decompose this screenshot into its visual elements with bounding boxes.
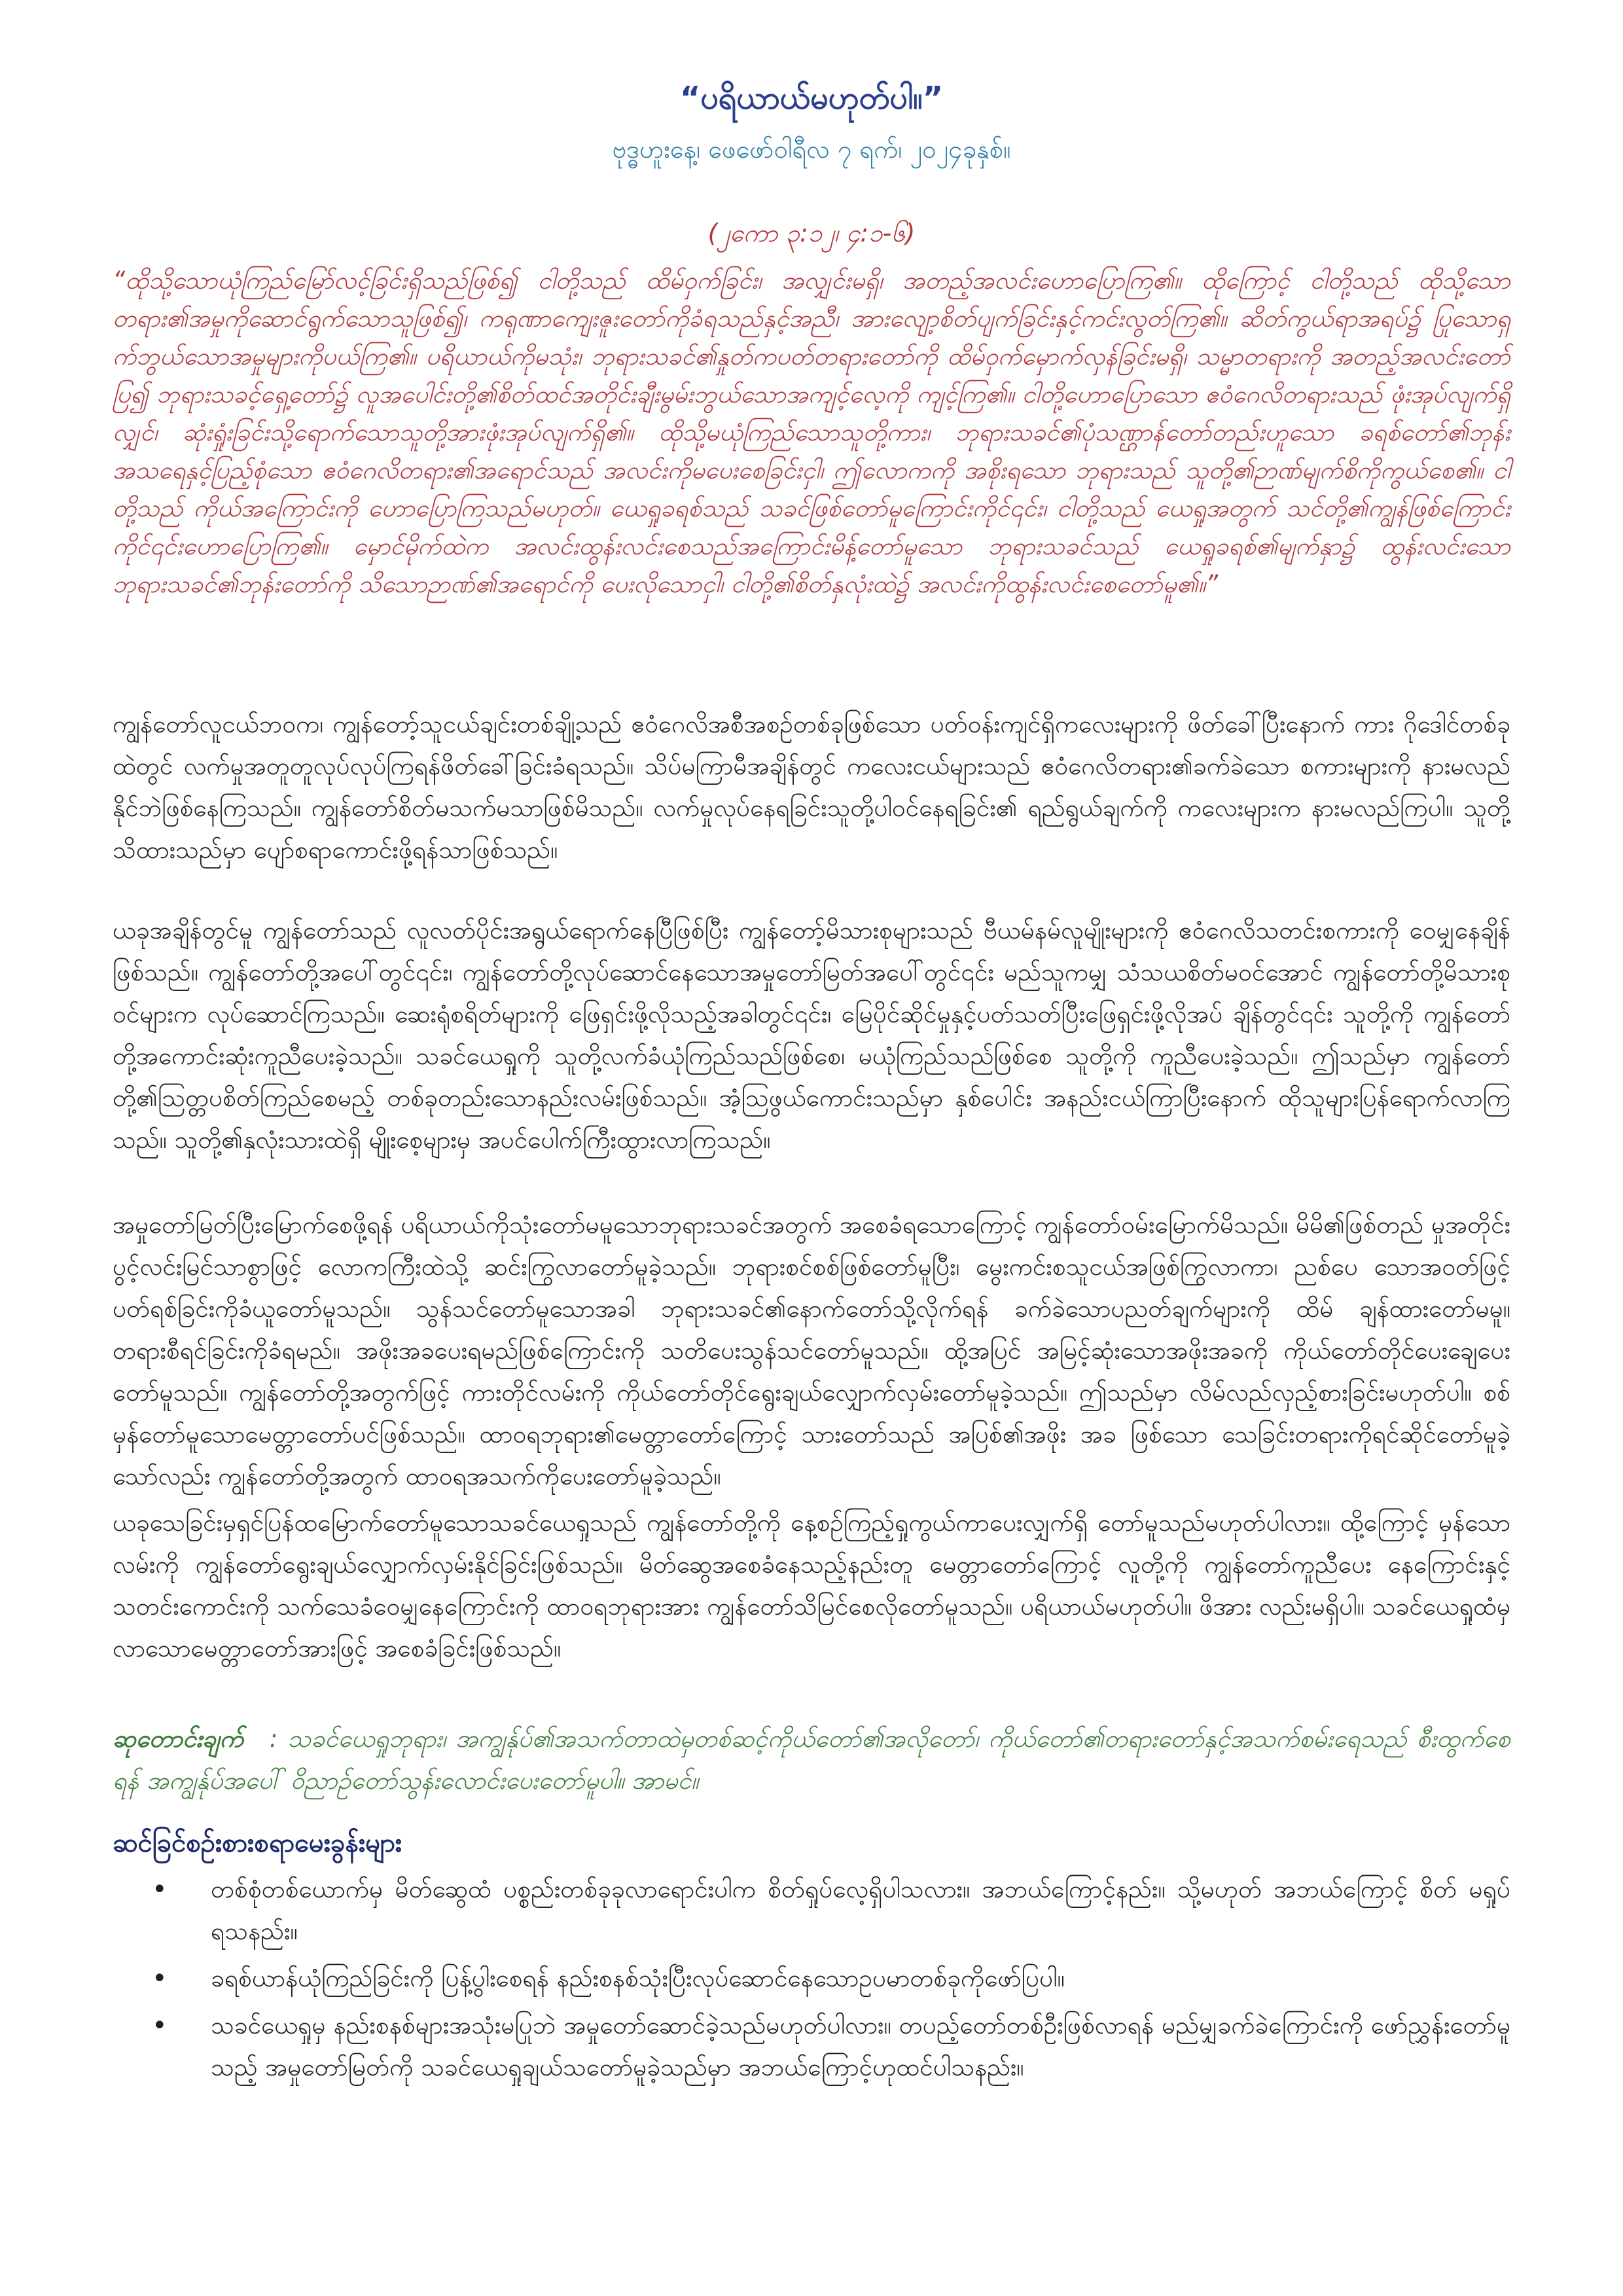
prayer-label: ဆုတောင်းချက် xyxy=(113,1725,243,1753)
list-item xyxy=(113,1869,1510,1952)
question-text: တစ်စုံတစ်ယောက်မှ မိတ်ဆွေထံ ပစ္စည်းတစ်ခုခုလာရောင်းပါက စိတ်ရှုပ်လေ့ရှိပါသလား။ အဘယ်ကြောင့်နည်း။ သို့မဟုတ် အဘယ်ကြောင့် စိတ် မရှုပ်ရသနည်း။ xyxy=(211,1875,1510,1945)
reflection-question-list xyxy=(113,1869,1510,2094)
bullet-icon: • xyxy=(152,1964,168,1994)
list-item xyxy=(113,2005,1510,2089)
bullet-icon: • xyxy=(152,2011,168,2041)
prayer-text: : သခင်ယေရှုဘုရား၊ အကျွန်ုပ်၏အသက်တာထဲမှတစ်ဆင့်ကိုယ်တော်၏အလိုတော်၊ ကိုယ်တော်၏တရားတော်နှင့်အသက်စမ်းရေသည် စီးထွက်စေရန် အကျွန်ုပ်အပေါ် ဝိညာဉ်တော်သွန်းလောင်းပေးတော်မူပါ။ အာမင်။ xyxy=(113,1725,1510,1795)
page-date: ဗုဒ္ဓဟူးနေ့၊ ဖေဖော်ဝါရီလ ၇ ရက်၊ ၂၀၂၄ခုနှစ်။ xyxy=(612,135,1011,164)
reflection-heading: ဆင်ခြင်စဉ်းစားစရာမေးခွန်းများ xyxy=(113,1828,402,1858)
scripture-reference: (၂ကော ၃:၁၂၊ ၄:၁-၆) xyxy=(707,219,916,247)
list-item xyxy=(113,1958,1510,2000)
body-paragraph-4: ယခုသေခြင်းမှရှင်ပြန်ထမြောက်တော်မူသောသခင်ယေရှုသည် ကျွန်တော်တို့ကို နေ့စဉ်ကြည့်ရှုကွယ်ကာပေးလျှက်ရှိ တော်မူသည်မဟုတ်ပါလား။ ထို့ကြောင့် မှန်သောလမ်းကို ကျွန်တော်ရွေးချယ်လျှောက်လှမ်းနိုင်ခြင်းဖြစ်သည်။ မိတ်ဆွေအစေခံနေသည့်နည်းတူ မေတ္တာတော်ကြောင့် လူတို့ကို ကျွန်တော်ကူညီပေး နေကြောင်းနှင့်သတင်းကောင်းကို သက်သေခံဝေမျှနေကြောင်းကို ထာဝရဘုရားအား ကျွန်တော်သိမြင်စေလိုတော်မူသည်။ ပရိယာယ်မဟုတ်ပါ။ ဖိအား လည်းမရှိပါ။ သခင်ယေရှုထံမှ လာသောမေတ္တာတော်အားဖြင့် အစေခံခြင်းဖြစ်သည်။ xyxy=(113,1509,1510,1662)
page-title: “ပရိယာယ်မဟုတ်ပါ။” xyxy=(679,80,944,117)
body-paragraph-3: အမှုတော်မြတ်ပြီးမြောက်စေဖို့ရန် ပရိယာယ်ကိုသုံးတော်မမူသောဘုရားသခင်အတွက် အစေခံရသောကြောင့် ကျွန်တော်ဝမ်းမြောက်မိသည်။ မိမိ၏ဖြစ်တည် မှုအတိုင်း ပွင့်လင်းမြင်သာစွာဖြင့် လောကကြီးထဲသို့ ဆင်းကြွလာတော်မူခဲ့သည်။ ဘုရားစင်စစ်ဖြစ်တော်မူပြီး၊ မွေးကင်းစသူငယ်အဖြစ်ကြွလာကာ၊ ညစ်ပေ သောအဝတ်ဖြင့် ပတ်ရစ်ခြင်းကိုခံယူတော်မူသည်။ သွန်သင်တော်မူသောအခါ ဘုရားသခင်၏နောက်တော်သို့လိုက်ရန် ခက်ခဲသောပညတ်ချက်များကို ထိမ် ချန်ထားတော်မမူ။ တရားစီရင်ခြင်းကိုခံရမည်။ အဖိုးအခပေးရမည်ဖြစ်ကြောင်းကို သတိပေးသွန်သင်တော်မူသည်။ ထို့အပြင် အမြင့်ဆုံးသောအဖိုးအခကို ကိုယ်တော်တိုင်ပေးချေပေးတော်မူသည်။ ကျွန်တော်တို့အတွက်ဖြင့် ကားတိုင်လမ်းကို ကိုယ်တော်တိုင်ရွေးချယ်လျှောက်လှမ်းတော်မူခဲ့သည်။ ဤသည်မှာ လိမ်လည်လှည့်စားခြင်းမဟုတ်ပါ။ စစ်မှန်တော်မူသောမေတ္တာတော်ပင်ဖြစ်သည်။ ထာဝရဘုရား၏မေတ္တာတော်ကြောင့် သားတော်သည် အပြစ်၏အဖိုး အခ ဖြစ်သော သေခြင်းတရားကိုရင်ဆိုင်တော်မူခဲ့သော်လည်း ကျွန်တော်တို့အတွက် ထာဝရအသက်ကိုပေးတော်မူခဲ့သည်။ xyxy=(113,1211,1510,1490)
body-paragraph-2: ယခုအချိန်တွင်မူ ကျွန်တော်သည် လူလတ်ပိုင်းအရွယ်ရောက်နေပြီဖြစ်ပြီး ကျွန်တော့်မိသားစုများသည် ဗီယမ်နမ်လူမျိုးများကို ဧဝံဂေလိသတင်းစကားကို ဝေမျှနေချိန်ဖြစ်သည်။ ကျွန်တော်တို့အပေါ်တွင်၎င်း၊ ကျွန်တော်တို့လုပ်ဆောင်နေသောအမှုတော်မြတ်အပေါ်တွင်၎င်း မည်သူကမျှ သံသယစိတ်မဝင်အောင် ကျွန်တော်တို့မိသားစုဝင်များက လုပ်ဆောင်ကြသည်။ ဆေးရုံစရိတ်များကို ဖြေရှင်းဖို့လိုသည့်အခါတွင်၎င်း၊ မြေပိုင်ဆိုင်မှုနှင့်ပတ်သတ်ပြီးဖြေရှင်းဖို့လိုအပ် ချိန်တွင်၎င်း သူတို့ကို ကျွန်တော်တို့အကောင်းဆုံးကူညီပေးခဲ့သည်။ သခင်ယေရှုကို သူတို့လက်ခံယုံကြည်သည်ဖြစ်စေ၊ မယုံကြည်သည်ဖြစ်စေ သူတို့ကို ကူညီပေးခဲ့သည်။ ဤသည်မှာ ကျွန်တော်တို့၏သြတ္တပစိတ်ကြည်စေမည့် တစ်ခုတည်းသောနည်းလမ်းဖြစ်သည်။ အံ့သြဖွယ်ကောင်းသည်မှာ နှစ်ပေါင်း အနည်းငယ်ကြာပြီးနောက် ထိုသူများပြန်ရောက်လာကြသည်။ သူတို့၏နှလုံးသားထဲရှိ မျိုးစေ့များမှ အပင်ပေါက်ကြီးထွားလာကြသည်။ xyxy=(113,916,1510,1154)
prayer-block xyxy=(113,1718,1510,1802)
question-text: သခင်ယေရှုမှ နည်းစနစ်များအသုံးမပြုဘဲ အမှုတော်ဆောင်ခဲ့သည်မဟုတ်ပါလား။ တပည့်တော်တစ်ဦးဖြစ်လာရန် မည်မျှခက်ခဲကြောင်းကို ဖော်ညွှန်းတော်မူသည့် အမှုတော်မြတ်ကို သခင်ယေရှုချယ်သတော်မူခဲ့သည်မှာ အဘယ်ကြောင့်ဟုထင်ပါသနည်း။ xyxy=(211,2011,1510,2081)
body-paragraph-1: ကျွန်တော်လူငယ်ဘဝက၊ ကျွန်တော့်သူငယ်ချင်းတစ်ချို့သည် ဧဝံဂေလိအစီအစဉ်တစ်ခုဖြစ်သော ပတ်ဝန်းကျင်ရှိကလေးများကို ဖိတ်ခေါ်ပြီးနောက် ကား ဂိုဒေါင်တစ်ခုထဲတွင် လက်မှုအတူတူလုပ်လုပ်ကြရန်ဖိတ်ခေါ်ခြင်းခံရသည်။ သိပ်မကြာမီအချိန်တွင် ကလေးငယ်များသည် ဧဝံဂေလိတရား၏ခက်ခဲသော စကားများကို နားမလည်နိုင်ဘဲဖြစ်နေကြသည်။ ကျွန်တော်စိတ်မသက်မသာဖြစ်မိသည်။ လက်မှုလုပ်နေရခြင်းသူတို့ပါဝင်နေရခြင်း၏ ရည်ရွယ်ချက်ကို ကလေးများက နားမလည်ကြပါ။ သူတို့သိထားသည်မှာ ပျော်စရာကောင်းဖို့ရန်သာဖြစ်သည်။ xyxy=(113,710,1510,864)
question-text: ခရစ်ယာန်ယုံကြည်ခြင်းကို ပြန့်ပွါးစေရန် နည်းစနစ်သုံးပြီးလုပ်ဆောင်နေသောဥပမာတစ်ခုကိုဖော်ပြပါ။ xyxy=(211,1964,1065,1992)
bullet-icon: • xyxy=(152,1874,168,1905)
scripture-text: “ထိုသို့သောယုံကြည်မြော်လင့်ခြင်းရှိသည်ဖြစ်၍ ငါတို့သည် ထိမ်ဝှက်ခြင်း၊ အလျှင်းမရှိ၊ အတည့်အလင်းဟောပြောကြ၏။ ထိုကြောင့် ငါတို့သည် ထိုသို့သော တရား၏အမှုကိုဆောင်ရွက်သောသူဖြစ်၍၊ ကရုဏာကျေးဇူးတော်ကိုခံရသည်နှင့်အညီ၊ အားလျော့စိတ်ပျက်ခြင်းနှင့်ကင်းလွတ်ကြ၏။ ဆိတ်ကွယ်ရာအရပ်၌ ပြုသောရှက်ဘွယ်သောအမှုများကိုပယ်ကြ၏။ ပရိယာယ်ကိုမသုံး၊ ဘုရားသခင်၏နှုတ်ကပတ်တရားတော်ကို ထိမ်ဝှက်မှောက်လှန်ခြင်းမရှိ၊ သမ္မာတရားကို အတည့်အလင်းတော်ပြ၍ ဘုရားသခင့်ရှေ့တော်၌ လူအပေါင်းတို့၏စိတ်ထင်အတိုင်းချီးမွမ်းဘွယ်သောအကျင့်လေ့ကို ကျင့်ကြ၏။ ငါတို့ဟောပြောသော ဧဝံဂေလိတရားသည် ဖုံးအုပ်လျက်ရှိလျှင်၊ ဆုံးရှုံးခြင်းသို့ရောက်သောသူတို့အားဖုံးအုပ်လျက်ရှိ၏။ ထိုသို့မယုံကြည်သောသူတို့ကား၊ ဘုရားသခင်၏ပုံသဏ္ဌာန်တော်တည်းဟူသော ခရစ်တော်၏ဘုန်းအသရေနှင့်ပြည့်စုံသော ဧဝံဂေလိတရား၏အရောင်သည် အလင်းကိုမပေးစေခြင်းငှါ၊ ဤလောကကို အစိုးရသော ဘုရားသည် သူတို့၏ဉာဏ်မျက်စိကိုကွယ်စေ၏။ ငါတို့သည် ကိုယ်အကြောင်းကို ဟောပြောကြသည်မဟုတ်။ ယေရှုခရစ်သည် သခင်ဖြစ်တော်မူကြောင်းကိုင်၎င်း၊ ငါတို့သည် ယေရှုအတွက် သင်တို့၏ကျွန်ဖြစ်ကြောင်းကိုင်၎င်းဟောပြောကြ၏။ မှောင်မိုက်ထဲက အလင်းထွန်းလင်းစေသည်အကြောင်းမိန့်တော်မူသော ဘုရားသခင်သည် ယေရှုခရစ်၏မျက်နှာ၌ ထွန်းလင်းသောဘုရားသခင်၏ဘုန်းတော်ကို သိသောဉာဏ်၏အရောင်ကို ပေးလိုသောငှါ၊ ငါတို့၏စိတ်နှလုံးထဲ၌ အလင်းကိုထွန်းလင်းစေတော်မူ၏။” xyxy=(113,266,1510,598)
